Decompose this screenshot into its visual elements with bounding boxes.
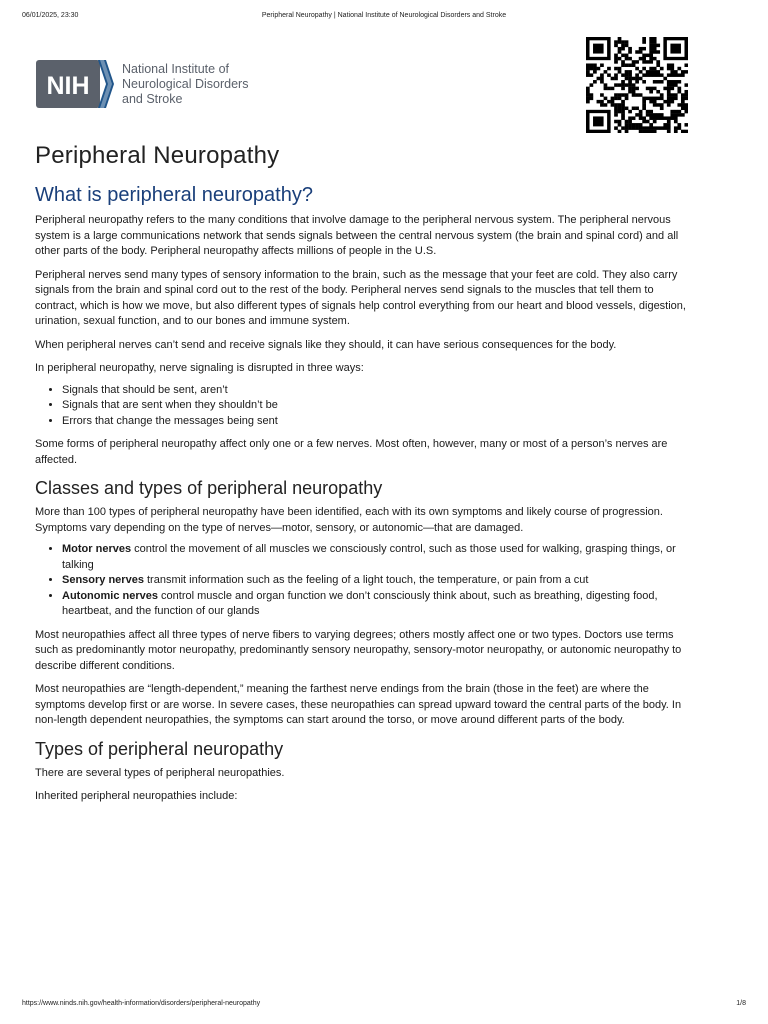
nih-mark-text: NIH (46, 72, 90, 100)
paragraph: Most neuropathies affect all three types of nerve fibers to varying degrees; others mostly affect one or two types. Doctors use terms such as predominantly motor neuropathy, predominantly sensory neuropathy, sensory-motor neuropathy, or autonomic neuropathy to describe different conditions. (35, 628, 682, 672)
org-name-line-3: and Stroke (122, 91, 183, 106)
list-item-text: control the movement of all muscles we consciously control, such as those used for walking, grasping things, or talking (62, 543, 676, 571)
paragraph: There are several types of peripheral neuropathies. (35, 766, 285, 779)
paragraph: Peripheral neuropathy refers to the many conditions that involve damage to the peripheral nervous system. The peripheral nervous system is a large communications network that sends signals between the central nervous system (the brain and spinal cord) and all other parts of the body. Peripheral neuropathy affects millions of people in the U.S. (35, 214, 679, 257)
paragraph: When peripheral nerves can’t send and receive signals like they should, it can have serious consequences for the body. (35, 338, 617, 351)
list-item: • Signals that should be sent, aren’t (62, 383, 695, 399)
ninds-logo[interactable] (36, 60, 248, 108)
paragraph: In peripheral neuropathy, nerve signaling is disrupted in three ways: (35, 362, 364, 374)
list-item-text: transmit information such as the feeling of a light touch, the temperature, or pain from a cut (143, 574, 589, 586)
section-heading-types: Types of peripheral neuropathy (35, 738, 284, 759)
list-item: • Signals that are sent when they shouldn’t be (62, 398, 695, 414)
list-item: • Errors that change the messages being sent (62, 414, 695, 430)
print-header (22, 12, 746, 22)
paragraph: Inherited peripheral neuropathies include: (35, 790, 238, 802)
term-motor-nerves: Motor nerves (62, 543, 132, 555)
list-item (62, 542, 695, 573)
org-name-line-2: Neurological Disorders (122, 76, 249, 91)
list-item-text: control muscle and organ function we don’t consciously think about, such as breathing, digesting food, heartbeat, and the function of our glands (62, 589, 658, 617)
paragraph: Peripheral nerves send many types of sensory information to the brain, such as the message that your feet are cold. They also carry signals from the brain and spinal cord out to the rest of the body. Peripheral nerves send signals to the muscles that tell them to contract, which is how we move, but also different types of signals help control everything from our heart and blood vessels, digestion, urination, sexual function, and to our bones and immune system. (35, 268, 686, 327)
section-heading-classes: Classes and types of peripheral neuropathy (35, 478, 383, 498)
paragraph: More than 100 types of peripheral neuropathy have been identified, each with its own symptoms and likely course of progression. Symptoms vary depending on the type of nerves—motor, sensory, or autonomic—that are damaged. (35, 506, 663, 534)
nerve-types-list (35, 542, 695, 620)
list-item (62, 589, 695, 620)
page-number: 1/8 (736, 1000, 746, 1007)
main-content (35, 142, 695, 805)
org-name (122, 62, 248, 107)
nih-logo-mark-icon (36, 60, 114, 108)
list-item (62, 573, 695, 589)
paragraph: Some forms of peripheral neuropathy affect only one or a few nerves. Most often, however, many or most of a person’s nerves are affected. (35, 438, 668, 466)
qr-code-icon (586, 37, 688, 133)
signal-disruption-list (35, 383, 695, 430)
print-doc-title: Peripheral Neuropathy | National Institute of Neurological Disorders and Stroke (261, 12, 507, 19)
term-autonomic-nerves: Autonomic nerves (62, 589, 158, 602)
paragraph: Most neuropathies are “length-dependent,” meaning the farthest nerve endings from the brain (those in the feet) are where the symptoms develop first or are worse. In severe cases, these neuropathies can spread upward toward the central parts of the body. In non-length dependent neuropathies, the symptoms can start around the torso, or move around different parts of the body. (35, 683, 682, 726)
print-url: https://www.ninds.nih.gov/health-information/disorders/peripheral-neuropathy (22, 1000, 261, 1007)
section-heading-what-is: What is peripheral neuropathy? (35, 184, 313, 206)
print-datetime: 06/01/2025, 23:30 (22, 12, 79, 19)
page-title: Peripheral Neuropathy (35, 142, 280, 169)
org-name-line-1: National Institute of (122, 61, 230, 76)
term-sensory-nerves: Sensory nerves (62, 574, 144, 586)
print-footer (22, 1000, 746, 1010)
